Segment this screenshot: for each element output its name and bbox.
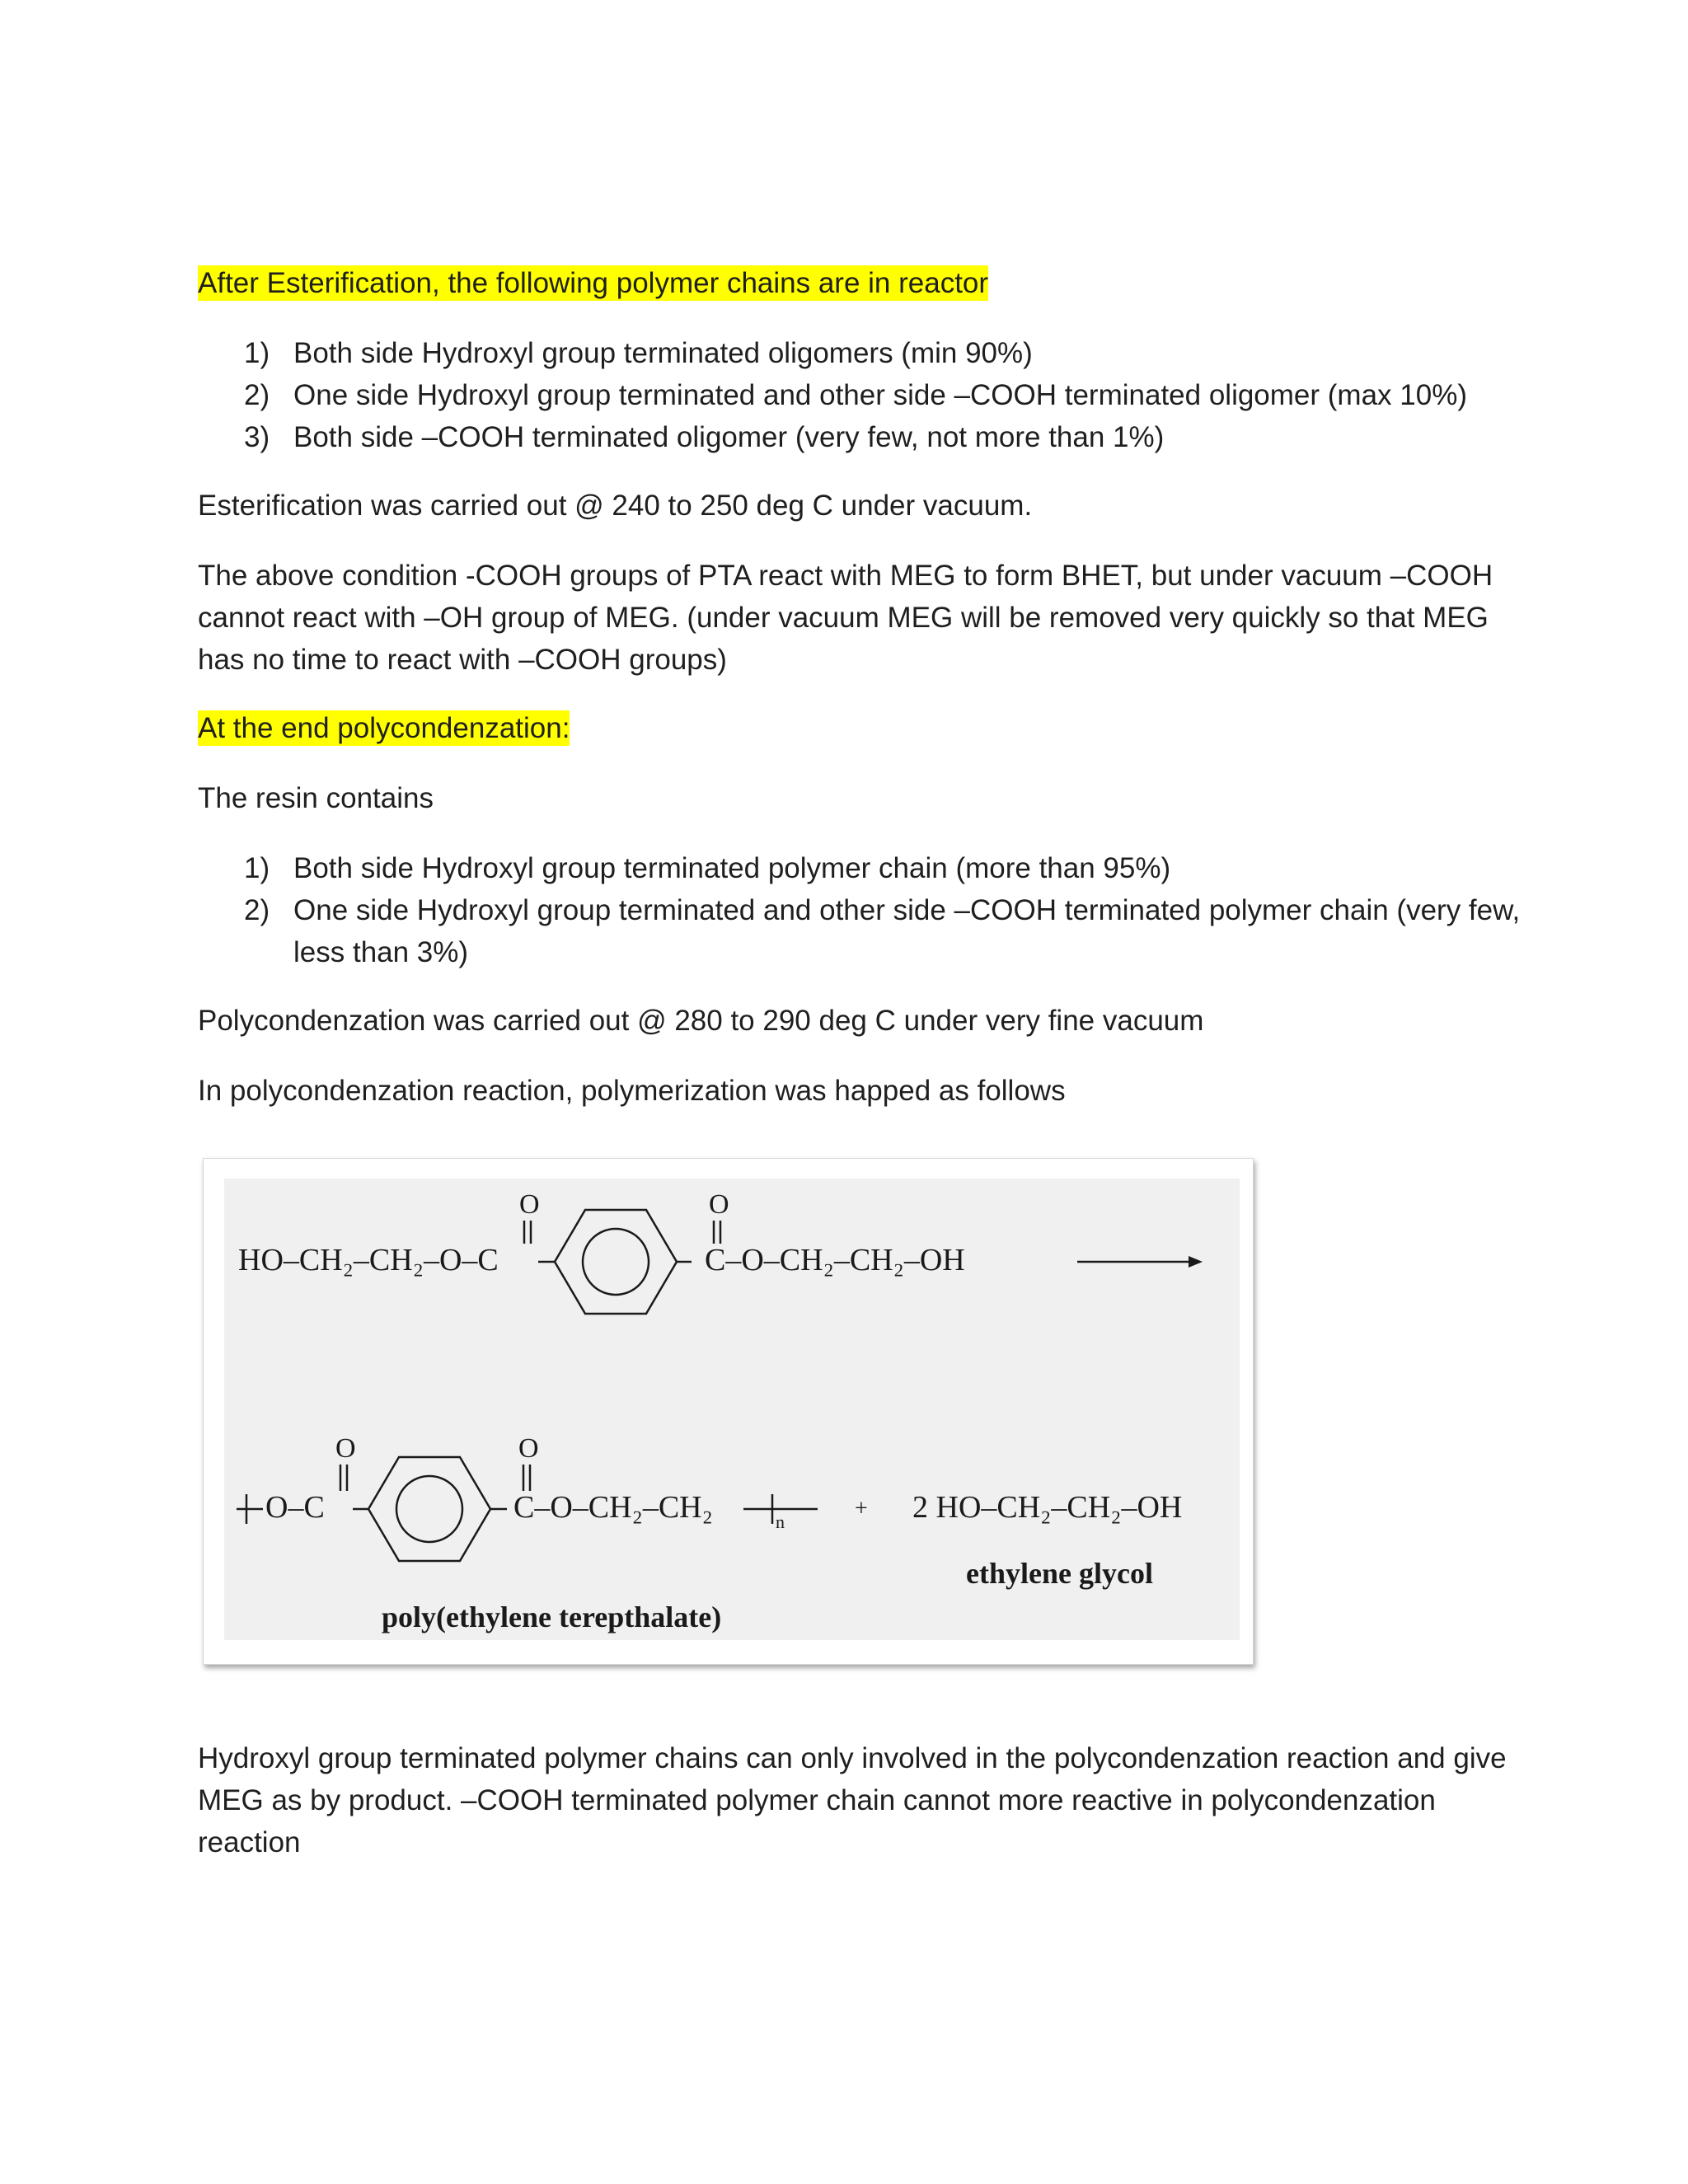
polymer-name: poly(ethylene terepthalate) [382,1601,722,1633]
product-right-text: C–O–CH₂–CH₂ [513,1490,713,1525]
polycondenzation-condition: Polycondenzation was carried out @ 280 to 290 deg C under very fine vacuum [198,1005,1204,1037]
carbonyl-o-label: O [335,1433,356,1464]
document-page: After Esterification, the following polymer chains are in reactor 1) Both side Hydroxyl group terminated oligomers (min 90%) 2) One side Hydroxyl group terminated and other side –COOH terminated oligomer (max 10%) 3) Both side –COOH terminated oligomer (very few, not more than 1%) Esterification was carried out @ 240 to 250 deg C under vacuum. The above condition -COOH groups of PTA react with MEG to form BHET, but under vacuum –COOH cannot react with –OH group of MEG. (under vacuum MEG will be removed very quickly so that MEG has no time to react with –COOH groups) At the end polycondenzation: The resin contains 1) Both side Hydroxyl group terminated polymer chain (more than 95%) 2) One side Hydroxyl group terminated and other side –COOH terminated polymer chain (very few, less than 3%) Polycondenzation was carried out @ 280 to 290 deg C under very fine vacuum In polycondenzation reaction, polymerization was happed as follows HO–CH₂–CH₂–O–C O O C–O–CH₂–CH₂–OH O–C O O C–O–CH₂–CH₂ n + 2 HO–CH₂–CH₂–OH ethylene glycol poly(ethylene terepthalate) Hydroxyl group terminated polymer chains can only involved in the polycondenzation reaction and give MEG as by product. –COOH terminated polymer chain cannot more reactive in polycondenzation reaction [0,0,1688,2184]
section1-heading: After Esterification, the following polymer chains are in reactor [198,267,989,299]
explanation-line: cannot react with –OH group of MEG. (under vacuum MEG will be removed very quickly so that MEG [198,602,1489,634]
byproduct-name: ethylene glycol [966,1557,1153,1590]
explanation-line: has no time to react with –COOH groups) [198,644,727,676]
reaction-scheme [204,1159,1253,1664]
carbonyl-o-label: O [518,1433,539,1464]
esterification-condition: Esterification was carried out @ 240 to 250 deg C under vacuum. [198,490,1033,522]
closing-line: MEG as by product. –COOH terminated polymer chain cannot more reactive in polycondenzation [198,1784,1436,1816]
carbonyl-o-label: O [709,1189,729,1220]
closing-line: Hydroxyl group terminated polymer chains can only involved in the polycondenzation reaction and give [198,1742,1507,1774]
reaction-intro: In polycondenzation reaction, polymerization was happed as follows [198,1075,1066,1107]
reactant-right-text: C–O–CH₂–CH₂–OH [705,1243,965,1277]
byproduct-formula: 2 HO–CH₂–CH₂–OH [912,1490,1183,1525]
reactant-left-text: HO–CH₂–CH₂–O–C [238,1243,499,1277]
product-left-text: O–C [265,1490,325,1525]
closing-line: reaction [198,1826,301,1858]
repeat-n-label: n [776,1511,785,1532]
carbonyl-o-label: O [519,1189,540,1220]
plus-sign: + [855,1496,868,1521]
explanation-line: The above condition -COOH groups of PTA react with MEG to form BHET, but under vacuum –COOH [198,560,1493,592]
section2-heading: At the end polycondenzation: [198,712,570,744]
resin-intro: The resin contains [198,782,434,814]
reaction-figure [203,1158,1254,1665]
